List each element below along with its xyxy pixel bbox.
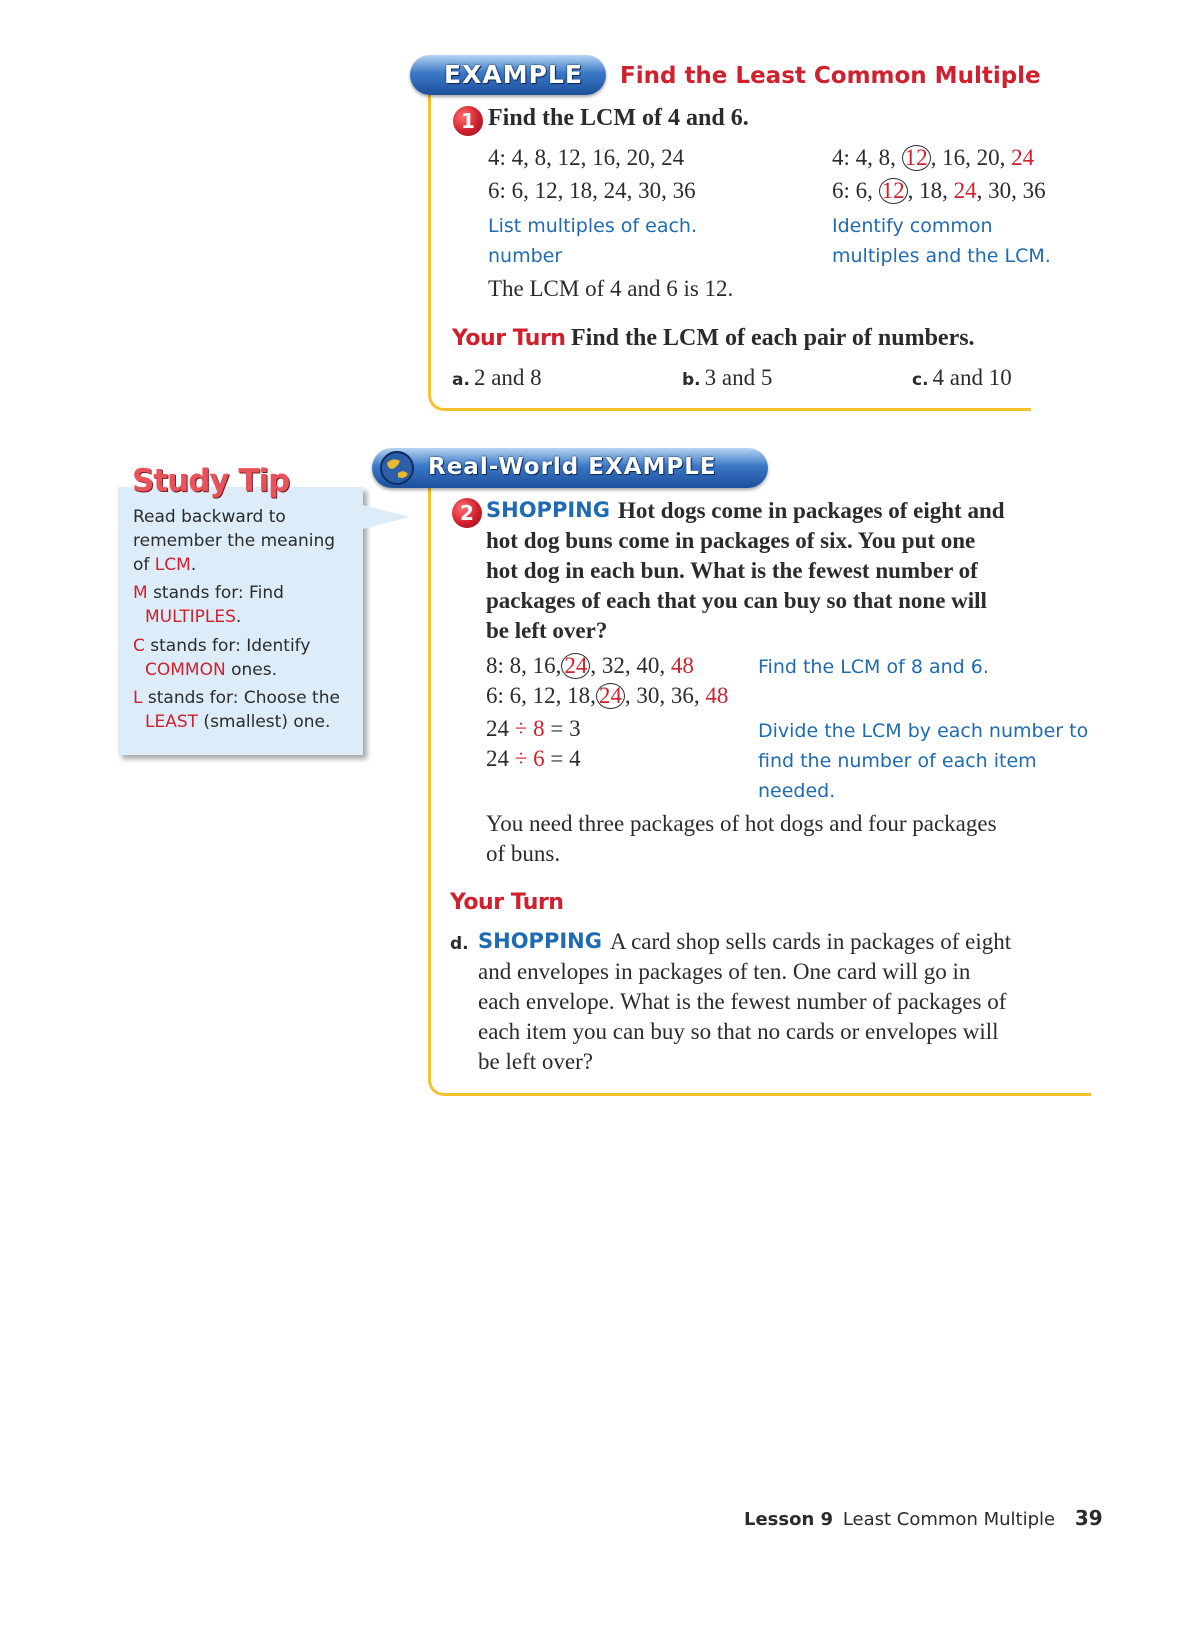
tip-l-red: L [133,688,143,708]
example2-multiples-8 [486,653,694,679]
example2-note2-line3: needed. [758,780,836,802]
example2-item-d-line4: each item you can buy so that no cards or envelopes will [478,1019,999,1044]
m8-circled: 24 [561,653,590,679]
example2-problem-line4: packages of each that you can buy so that none will [486,588,987,613]
example1-prompt: Find the LCM of 4 and 6. [488,105,749,131]
tip-l2-text: (smallest) one. [198,712,331,732]
tip-line3-b: . [190,555,197,575]
item-c-text: 4 and 10 [932,365,1012,390]
m6-red: 48 [705,683,729,708]
item-b-text: 3 and 5 [704,365,773,390]
tip-m2-text: . [235,607,242,627]
example2-problem-line3: hot dog in each bun. What is the fewest number of [486,558,978,583]
example2-banner-label: Real-World EXAMPLE [428,454,717,480]
example1-left-line2: 6: 6, 12, 18, 24, 30, 36 [488,178,696,203]
example1-conclusion: The LCM of 4 and 6 is 12. [488,276,734,301]
study-tip-l2 [145,710,330,734]
example2-answer-line1: You need three packages of hot dogs and four packages [486,811,997,836]
example1-right-line2-b: , 18, [907,178,954,203]
example2-problem-line1: Hot dogs come in packages of eight and [618,498,1005,523]
tip-c-text: stands for: Identify [144,636,311,656]
m6-a: 6: 6, 12, 18, [486,683,596,708]
tip-m-text: stands for: Find [147,583,284,603]
example2-multiples-6 [486,683,728,709]
footer-title: Least Common Multiple [842,1509,1056,1530]
m8-a: 8: 8, 16, [486,653,562,678]
example2-problem-line5: be left over? [486,618,608,643]
example2-division2 [486,746,581,772]
example2-problem-line2: hot dog buns come in packages of six. You put one [486,528,976,553]
study-tip-line2: remember the meaning [133,531,336,551]
div1-a: 24 [486,716,515,741]
study-tip-m [133,581,284,605]
div2-a: 24 [486,746,515,771]
example1-right-line1-a: 4: 4, 8, [832,145,902,170]
example1-right-line1-circled: 12 [902,145,931,171]
example2-number-badge: 2 [452,498,482,528]
example1-right-line2-red: 24 [953,178,977,203]
example2-item-d-line3: each envelope. What is the fewest number of packages of [478,989,1007,1014]
tip-line3-red: LCM [154,555,191,575]
example1-item-b [682,365,772,391]
m8-red: 48 [670,653,694,678]
example1-right-line2-a: 6: 6, [832,178,879,203]
m8-b: , 32, 40, [590,653,671,678]
example2-item-d-line5: be left over? [478,1049,593,1074]
item-a-letter: a. [452,370,470,390]
study-tip-pointer [355,495,415,535]
example1-right-line2-c: , 30, 36 [976,178,1046,203]
example1-your-turn-label: Your Turn [452,326,566,351]
study-tip-c2 [145,658,277,682]
example1-left-note2: number [488,245,563,267]
footer-page-number: 39 [1074,1506,1103,1530]
tip-l-text: stands for: Choose the [142,688,340,708]
example1-banner-label: EXAMPLE [444,60,583,89]
example2-item-d-letter: d. [450,934,469,954]
example2-note2-line2: find the number of each item [758,750,1037,772]
example1-your-turn-text: Find the LCM of each pair of numbers. [571,325,975,351]
example2-item-d-topic: SHOPPING [478,929,602,953]
footer-lesson: Lesson 9 [744,1509,834,1530]
example1-item-c [912,365,1012,391]
example2-topic: SHOPPING [486,498,610,522]
example1-right-note1: Identify common [832,215,993,237]
study-tip-l [133,686,340,710]
example1-heading: Find the Least Common Multiple [620,63,1041,89]
example2-note1: Find the LCM of 8 and 6. [758,656,989,678]
example2-division1 [486,716,581,742]
study-tip-c [133,634,310,658]
example1-right-line1-red: 24 [1011,145,1035,170]
tip-l2-red: LEAST [145,712,199,732]
example1-right-line1-b: , 16, 20, [930,145,1012,170]
example2-item-d-line1: A card shop sells cards in packages of eight [610,929,1012,954]
example1-left-line1: 4: 4, 8, 12, 16, 20, 24 [488,145,685,170]
study-tip-line1: Read backward to [133,507,286,527]
example1-item-a [452,365,542,391]
item-b-letter: b. [682,370,701,390]
tip-c-red: C [133,636,145,656]
div2-op: ÷ 6 [514,746,545,771]
m6-circled: 24 [596,683,625,709]
div1-b: = 3 [544,716,581,741]
example2-your-turn-label: Your Turn [450,890,564,915]
tip-c2-text: ones. [225,660,277,680]
example2-answer-line2: of buns. [486,841,561,866]
item-c-letter: c. [912,370,929,390]
study-tip-title: Study Tip [132,463,290,499]
example1-right-line2 [832,178,1046,204]
div2-b: = 4 [544,746,581,771]
m6-b: , 30, 36, [624,683,706,708]
example1-number-badge: 1 [453,106,483,136]
item-a-text: 2 and 8 [473,365,542,390]
example1-left-note1: List multiples of each. [488,215,697,237]
tip-m2-red: MULTIPLES [145,607,236,627]
study-tip-line3 [133,553,196,577]
example2-note2-line1: Divide the LCM by each number to [758,720,1089,742]
tip-c2-red: COMMON [145,660,226,680]
tip-m-red: M [133,583,148,603]
example1-right-line1 [832,145,1034,171]
example1-right-line2-circled: 12 [879,178,908,204]
example2-item-d-line2: and envelopes in packages of ten. One card will go in [478,959,971,984]
tip-line3-a: of [133,555,155,575]
page-footer [744,1506,1103,1530]
study-tip-m2 [145,605,241,629]
example1-right-note2: multiples and the LCM. [832,245,1051,267]
div1-op: ÷ 8 [514,716,545,741]
globe-icon [378,449,416,487]
